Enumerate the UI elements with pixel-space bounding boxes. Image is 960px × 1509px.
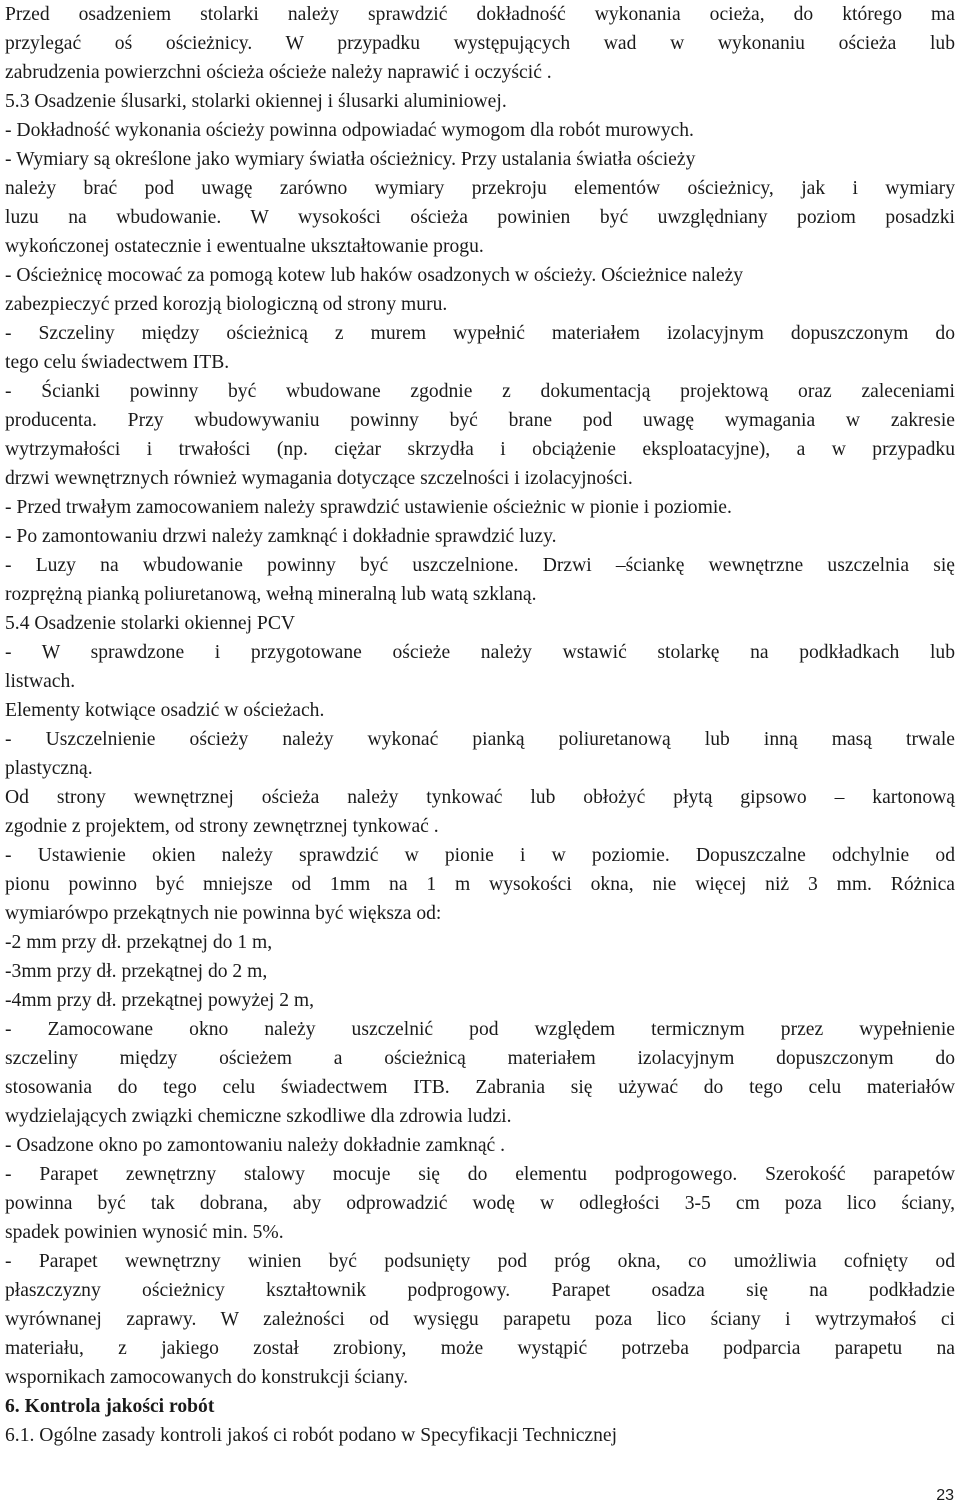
text-line: listwach. bbox=[5, 671, 76, 692]
text-line: luzu na wbudowanie. W wysokości ościeża powinien być uwzględniany poziom posadzki bbox=[5, 207, 955, 228]
text-line: - Osadzone okno po zamontowaniu należy dokładnie zamknąć . bbox=[5, 1135, 506, 1156]
text-line: producenta. Przy wbudowywaniu powinny być brane pod uwagę wymagania w zakresie bbox=[5, 410, 955, 431]
text-line: plastyczną. bbox=[5, 758, 93, 779]
text-line: szczeliny między ościeżem a ościeżnicą materiałem izolacyjnym dopuszczonym do bbox=[5, 1048, 955, 1069]
text-line: Elementy kotwiące osadzić w ościeżach. bbox=[5, 700, 325, 721]
text-line: - Parapet zewnętrzny stalowy mocuje się do elementu podprogowego. Szerokość parapetów bbox=[5, 1164, 955, 1185]
text-line: wytrzymałości i trwałości (np. ciężar skrzydła i obciążenie eksploatacyjne), a w przypadku bbox=[5, 439, 955, 460]
text-line: - Ościeżnicę mocować za pomogą kotew lub haków osadzonych w ościeży. Ościeżnice należy bbox=[5, 265, 744, 286]
list-item: -3mm przy dł. przekątnej do 2 m, bbox=[5, 961, 268, 982]
text-line: - W sprawdzone i przygotowane ościeże należy wstawić stolarkę na podkładkach lub bbox=[5, 642, 955, 663]
text-line: - Wymiary są określone jako wymiary światła ościeżnicy. Przy ustalania światła ościeży bbox=[5, 149, 696, 170]
text-line: zabrudzenia powierzchni ościeża ościeże należy naprawić i oczyścić . bbox=[5, 62, 552, 83]
document-body bbox=[5, 0, 955, 1450]
text-line: zabezpieczyć przed korozją biologiczną od strony muru. bbox=[5, 294, 448, 315]
text-line: - Zamocowane okno należy uszczelnić pod względem termicznym przez wypełnienie bbox=[5, 1019, 955, 1040]
text-line: powinna być tak dobrana, aby odprowadzić wodę w odległości 3-5 cm poza lico ściany, bbox=[5, 1193, 955, 1214]
text-line: należy brać pod uwagę zarówno wymiary przekroju elementów ościeżnicy, jak i wymiary bbox=[5, 178, 955, 199]
text-line: wydzielających związki chemiczne szkodliwe dla zdrowia ludzi. bbox=[5, 1106, 512, 1127]
text-line: - Szczeliny między ościeżnicą z murem wypełnić materiałem izolacyjnym dopuszczonym do bbox=[5, 323, 955, 344]
text-line: wykończonej ostatecznie i ewentualne ukształtowanie progu. bbox=[5, 236, 484, 257]
list-item: -2 mm przy dł. przekątnej do 1 m, bbox=[5, 932, 273, 953]
text-line: - Ścianki powinny być wbudowane zgodnie z dokumentacją projektową oraz zaleceniami bbox=[5, 381, 955, 402]
text-line: Przed osadzeniem stolarki należy sprawdzić dokładność wykonania ocieża, do którego ma bbox=[5, 4, 955, 25]
text-line: wyrównanej zaprawy. W zależności od wysięgu parapetu poza lico ściany i wytrzymałoś ci bbox=[5, 1309, 955, 1330]
text-line: - Przed trwałym zamocowaniem należy sprawdzić ustawienie ościeżnic w pionie i poziomie. bbox=[5, 497, 732, 518]
text-line: spadek powinien wynosić min. 5%. bbox=[5, 1222, 284, 1243]
text-line: - Ustawienie okien należy sprawdzić w pionie i w poziomie. Dopuszczalne odchylnie od bbox=[5, 845, 955, 866]
text-line: - Uszczelnienie ościeży należy wykonać pianką poliuretanową lub inną masą trwale bbox=[5, 729, 955, 750]
section-heading-6-1: 6.1. Ogólne zasady kontroli jakoś ci robót podano w Specyfikacji Technicznej bbox=[5, 1425, 618, 1446]
section-heading-5-4: 5.4 Osadzenie stolarki okiennej PCV bbox=[5, 613, 296, 634]
text-line: rozprężną pianką poliuretanową, wełną mineralną lub watą szklaną. bbox=[5, 584, 537, 605]
text-line: drzwi wewnętrznych również wymagania dotyczące szczelności i izolacyjności. bbox=[5, 468, 633, 489]
text-line: - Luzy na wbudowanie powinny być uszczelnione. Drzwi –ściankę wewnętrzne uszczelnia się bbox=[5, 555, 955, 576]
list-item: -4mm przy dł. przekątnej powyżej 2 m, bbox=[5, 990, 315, 1011]
text-line: - Po zamontowaniu drzwi należy zamknąć i dokładnie sprawdzić luzy. bbox=[5, 526, 557, 547]
text-line: - Dokładność wykonania ościeży powinna odpowiadać wymogom dla robót murowych. bbox=[5, 120, 694, 141]
text-line: Od strony wewnętrznej ościeża należy tynkować lub obłożyć płytą gipsowo – kartonową bbox=[5, 787, 955, 808]
text-line: - Parapet wewnętrzny winien być podsunięty pod próg okna, co umożliwia cofnięty od bbox=[5, 1251, 955, 1272]
text-line: przylegać oś ościeżnicy. W przypadku występujących wad w wykonaniu ościeża lub bbox=[5, 33, 955, 54]
text-line: stosowania do tego celu świadectwem ITB. Zabrania się używać do tego celu materiałów bbox=[5, 1077, 955, 1098]
text-line: płaszczyzny ościeżnicy kształtownik podprogowy. Parapet osadza się na podkładzie bbox=[5, 1280, 955, 1301]
text-line: materiału, z jakiego został zrobiony, może wystąpić potrzeba podparcia parapetu na bbox=[5, 1338, 955, 1359]
section-heading-5-3: 5.3 Osadzenie ślusarki, stolarki okiennej i ślusarki aluminiowej. bbox=[5, 91, 507, 112]
text-line: wspornikach zamocowanych do konstrukcji ściany. bbox=[5, 1367, 409, 1388]
text-line: zgodnie z projektem, od strony zewnętrznej tynkować . bbox=[5, 816, 439, 837]
text-line: wymiarówpo przekątnych nie powinna być większa od: bbox=[5, 903, 442, 924]
text-line: tego celu świadectwem ITB. bbox=[5, 352, 230, 373]
text-line: pionu powinno być mniejsze od 1mm na 1 m wysokości okna, nie więcej niż 3 mm. Różnica bbox=[5, 874, 955, 895]
section-heading-6: 6. Kontrola jakości robót bbox=[5, 1396, 215, 1417]
page-number: 23 bbox=[936, 1487, 954, 1504]
